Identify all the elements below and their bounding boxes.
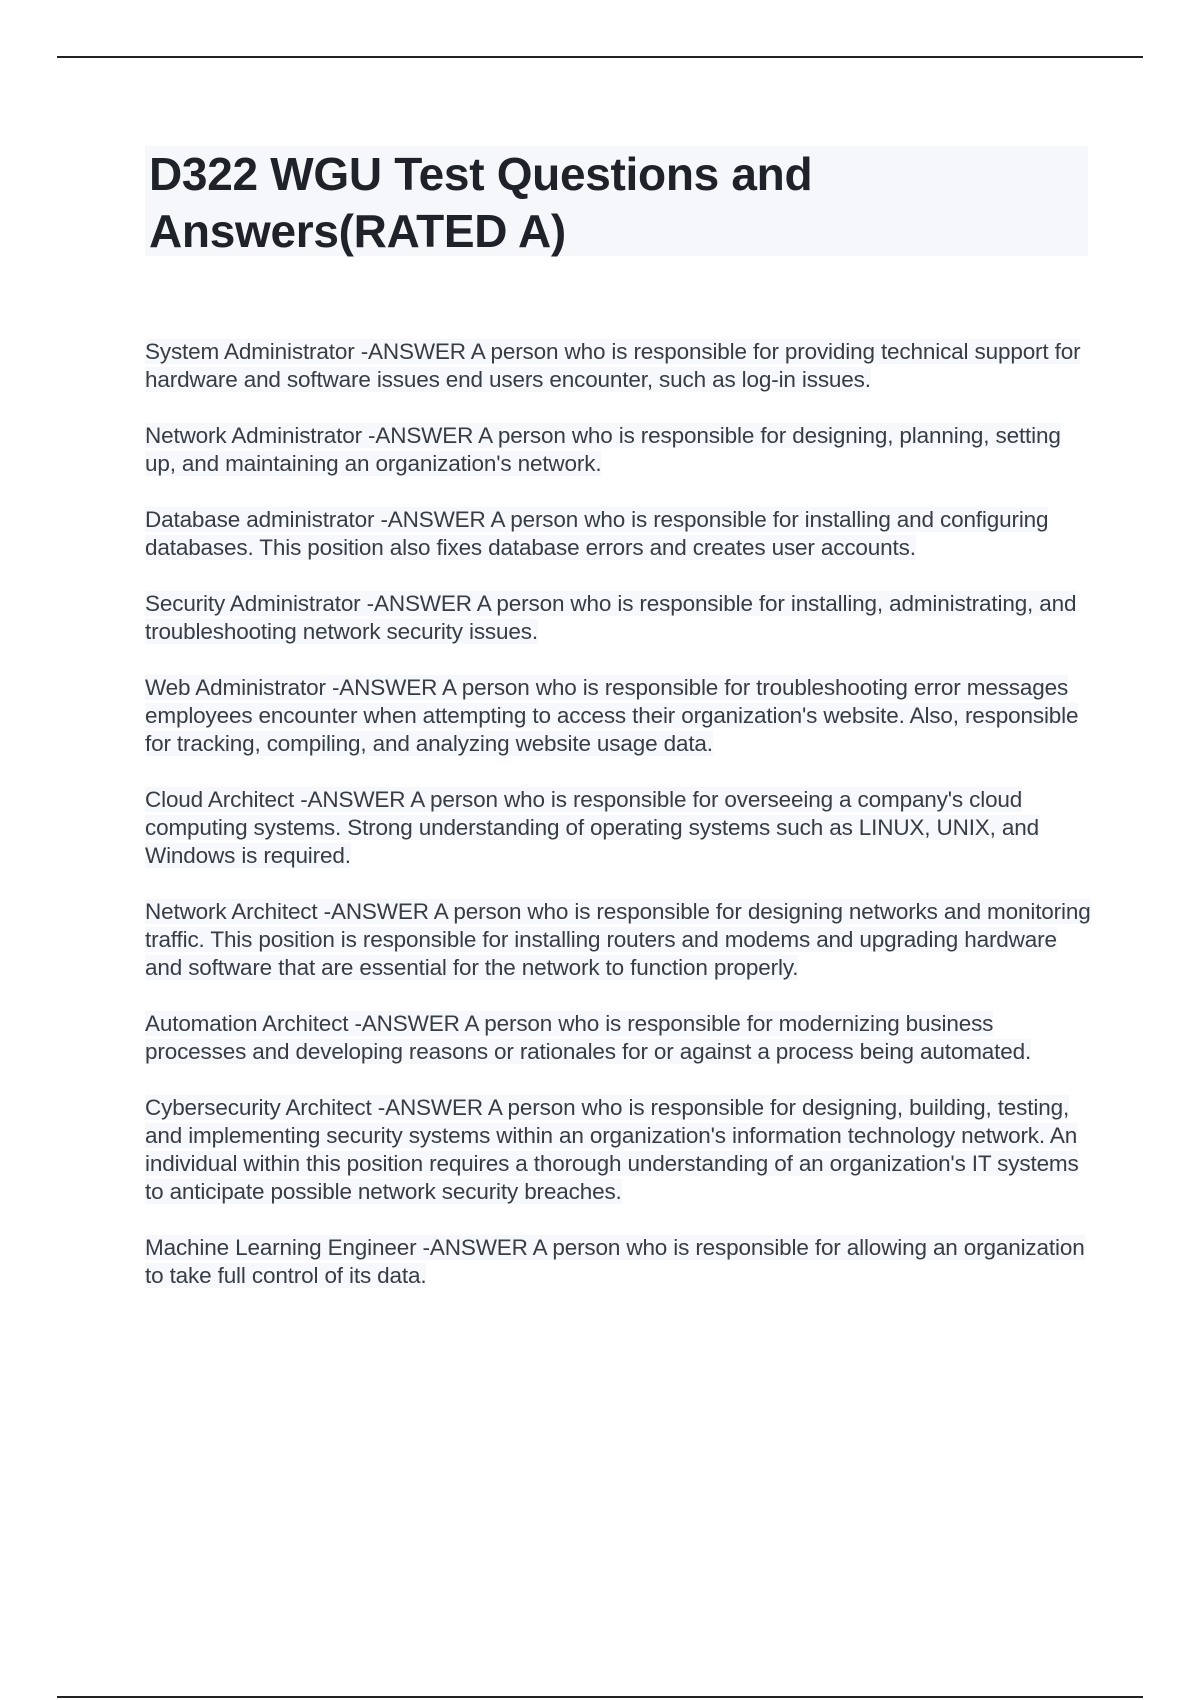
answer-marker: -ANSWER [380,507,486,532]
qa-item [145,422,1095,478]
qa-item [145,1234,1095,1290]
qa-term: Security Administrator [145,591,361,616]
qa-answer: A person who is responsible for troubleshooting error messages employees encounter when attempting to access their organization's website. Also, responsible for tracking, compiling, and analyzing website usage data. [145,675,1079,756]
qa-answer: A person who is responsible for providing technical support for hardware and software issues end users encounter, such as log-in issues. [145,339,1081,392]
qa-answer: A person who is responsible for installing, administrating, and troubleshooting network security issues. [145,591,1077,644]
qa-term: Network Architect [145,899,318,924]
qa-item [145,1010,1095,1066]
qa-answer: A person who is responsible for installing and configuring databases. This position also fixes database errors and creates user accounts. [145,507,1049,560]
qa-term: Database administrator [145,507,375,532]
qa-term: Machine Learning Engineer [145,1235,417,1260]
answer-marker: -ANSWER [368,423,474,448]
qa-term: Cloud Architect [145,787,295,812]
qa-answer: A person who is responsible for modernizing business processes and developing reasons or rationales for or against a process being automated. [145,1011,1032,1064]
qa-term: Cybersecurity Architect [145,1095,372,1120]
bottom-divider [57,1696,1143,1698]
answer-marker: -ANSWER [354,1011,460,1036]
answer-marker: -ANSWER [323,899,429,924]
qa-item [145,786,1095,870]
answer-marker: -ANSWER [422,1235,528,1260]
qa-term: Automation Architect [145,1011,349,1036]
qa-item [145,338,1095,394]
qa-answer: A person who is responsible for designing, building, testing, and implementing security systems within an organization's information technology network. An individual within this position requires a thorough understanding of an organization's IT systems to anticipate possible network security breaches. [145,1095,1079,1204]
top-divider [57,56,1143,58]
qa-item [145,1094,1095,1206]
qa-item [145,506,1095,562]
qa-term: Network Administrator [145,423,362,448]
page-title: D322 WGU Test Questions and Answers(RATED A) [149,148,813,257]
qa-item [145,674,1095,758]
qa-term: System Administrator [145,339,355,364]
qa-answer: A person who is responsible for allowing an organization to take full control of its data. [145,1235,1085,1288]
qa-term: Web Administrator [145,675,326,700]
answer-marker: -ANSWER [360,339,466,364]
qa-item [145,590,1095,646]
answer-marker: -ANSWER [377,1095,483,1120]
qa-item [145,898,1095,982]
answer-marker: -ANSWER [366,591,472,616]
qa-list [145,338,1095,1318]
answer-marker: -ANSWER [331,675,438,700]
answer-marker: -ANSWER [300,787,406,812]
qa-answer: A person who is responsible for overseeing a company's cloud computing systems. Strong understanding of operating systems such as LINUX, UNIX, and Windows is required. [145,787,1039,868]
title-block [145,146,1088,256]
qa-answer: A person who is responsible for designing, planning, setting up, and maintaining an organization's network. [145,423,1061,476]
qa-answer: A person who is responsible for designing networks and monitoring traffic. This position is responsible for installing routers and modems and upgrading hardware and software that are essential for the network to function properly. [145,899,1091,980]
